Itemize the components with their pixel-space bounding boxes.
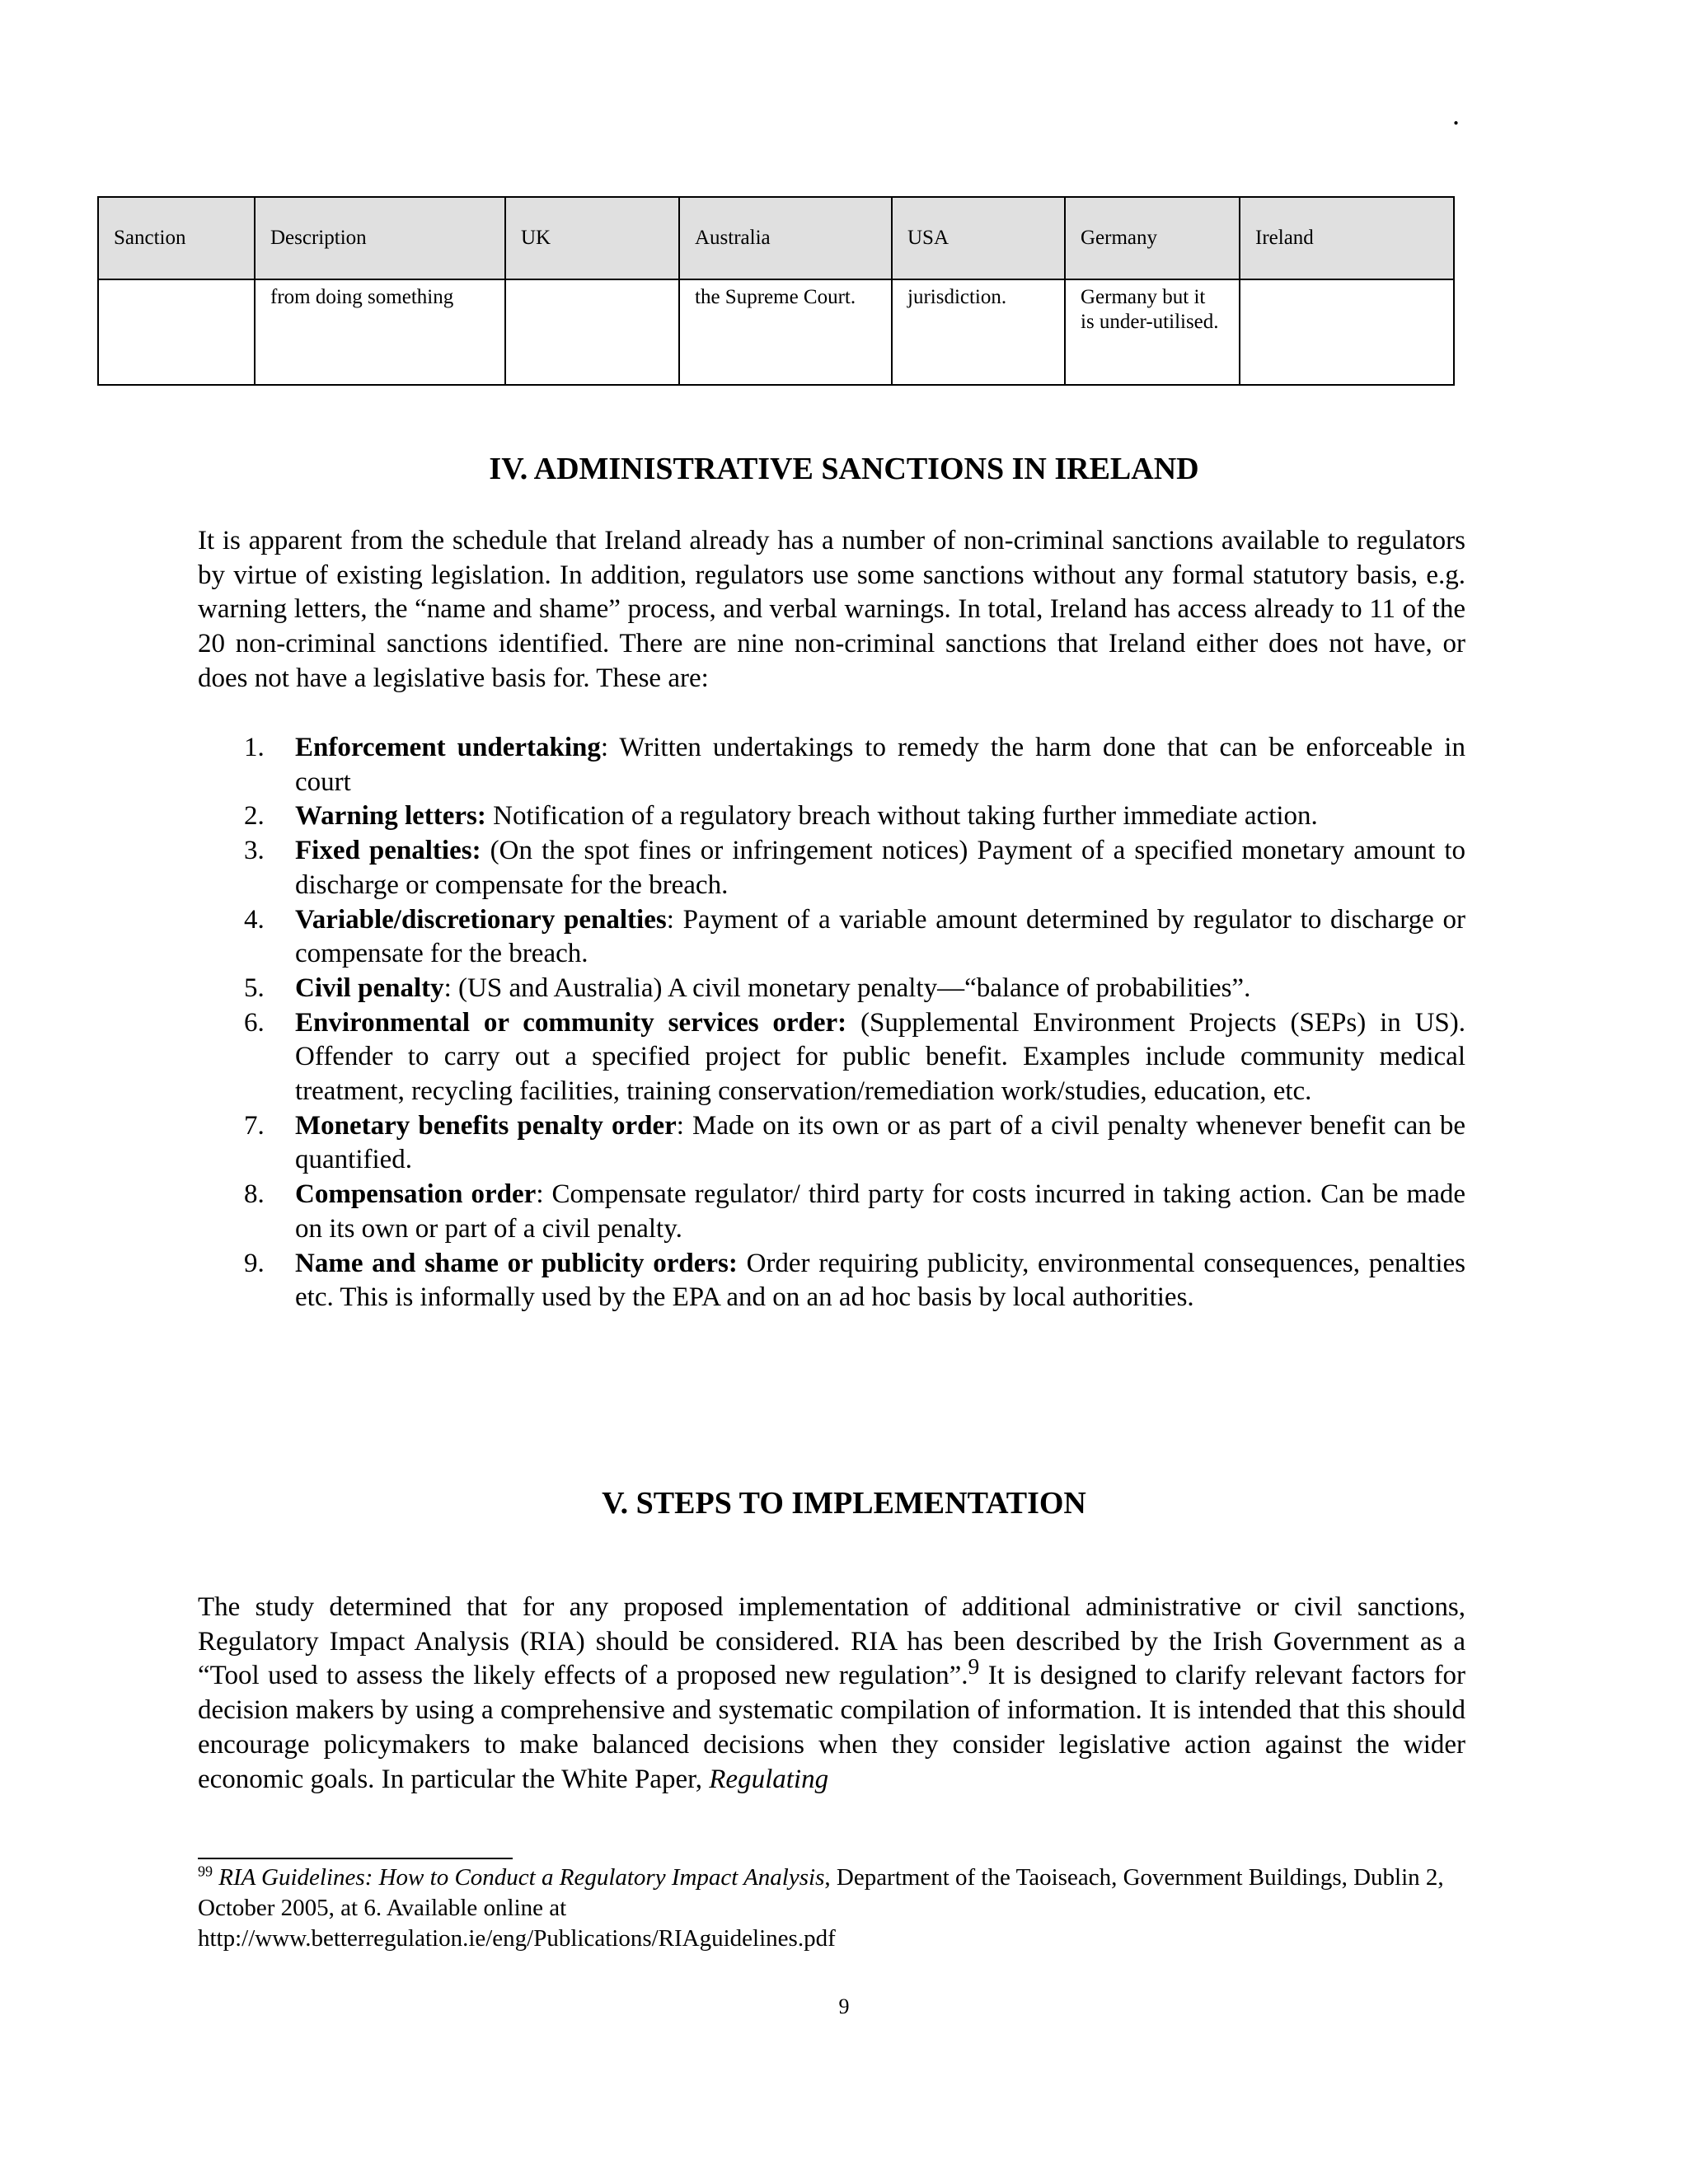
page-number: 9 (838, 1994, 850, 2018)
list-item: 4. Variable/discretionary penalties: Payment of a variable amount determined by regulator to discharge or compensate for the breach. (244, 904, 1465, 969)
list-item: 3. Fixed penalties: (On the spot fines or infringement notices) Payment of a specified monetary amount to discharge or compensate for the breach. (244, 836, 1465, 900)
header-ireland: Ireland (1240, 197, 1454, 279)
list-item: 9. Name and shame or publicity orders: Order requiring publicity, environmental consequences, penalties etc. This is informally used by the EPA and on an ad hoc basis by local authorities. (244, 1248, 1465, 1313)
section-4-intro: It is apparent from the schedule that Ireland already has a number of non-criminal sanctions available to regulators by virtue of existing legislation. In addition, regulators use some sanctions without any formal statutory basis, e.g. warning letters, the “name and shame” process, and verbal warnings. In total, Ireland has access already to 11 of the 20 non-criminal sanctions identified. There are nine non-criminal sanctions that Ireland either does not have, or does not have a legislative basis for. These are: (198, 526, 1465, 693)
list-item: 1. Enforcement undertaking: Written undertakings to remedy the harm done that can be enforceable in court (244, 733, 1465, 797)
cell-uk (505, 279, 679, 385)
table-row (98, 279, 1454, 385)
footnote: $^{99}$ RIA Guidelines: How to Conduct a Regulatory Impact Analysis, Department of the Taoiseach, Government Buildings, Dublin 2, October 2005, at 6. Available online at http://www.betterregulation.ie/eng/Publications/RIAguidelines.pdf (198, 1863, 1444, 1952)
cell-australia: the Supreme Court. (679, 279, 892, 385)
list-item: 6. Environmental or community services order: (Supplemental Environment Projects (SEPs) in US). Offender to carry out a specified project for public benefit. Examples include community medical treatment, recycling facilities, training conservation/remediation work/studies, education, etc. (244, 1007, 1465, 1107)
sanctions-table (97, 196, 1455, 386)
list-item: 2. Warning letters: Notification of a regulatory breach without taking further immediate action. (244, 801, 1318, 832)
footnote-separator (198, 1858, 513, 1859)
cell-germany: Germany but it is under-utilised. (1065, 279, 1240, 385)
section-4-heading: IV. ADMINISTRATIVE SANCTIONS IN IRELAND (489, 452, 1199, 486)
table-header-row (98, 197, 1454, 279)
footnote-url[interactable]: http://www.betterregulation.ie/eng/Publications/RIAguidelines.pdf (198, 1925, 836, 1952)
sanctions-table-continuation (97, 196, 1453, 386)
cell-usa: jurisdiction. (892, 279, 1065, 385)
corner-mark: . (1452, 98, 1460, 131)
header-usa: USA (892, 197, 1065, 279)
section-5-heading: V. STEPS TO IMPLEMENTATION (602, 1486, 1086, 1521)
list-item: 8. Compensation order: Compensate regulator/ third party for costs incurred in taking action. Can be made on its own or part of a civil penalty. (244, 1179, 1465, 1244)
list-item: 7. Monetary benefits penalty order: Made on its own or as part of a civil penalty whenever benefit can be quantified. (244, 1110, 1466, 1175)
header-sanction: Sanction (98, 197, 255, 279)
section-5-paragraph: The study determined that for any proposed implementation of additional administrative or civil sanctions, Regulatory Impact Analysis (RIA) should be considered. RIA has been described by the Irish Government as a “Tool used to assess the likely effects of a proposed new regulation”.$^9$ It is designed to clarify relevant factors for decision makers by using a comprehensive and systematic compilation of information. It is intended that this should encourage policymakers to make balanced decisions when they consider legislative action against the wider economic goals. In particular the White Paper, Regulating (198, 1592, 1465, 1794)
cell-sanction (98, 279, 255, 385)
header-australia: Australia (679, 197, 892, 279)
header-uk: UK (505, 197, 679, 279)
missing-sanctions-list (198, 731, 1465, 1315)
cell-ireland (1240, 279, 1454, 385)
cell-description: from doing something (255, 279, 505, 385)
footnote-marker: 99 (198, 1863, 213, 1880)
list-item: 5. Civil penalty: (US and Australia) A civil monetary penalty—“balance of probabilities”. (244, 972, 1251, 1003)
header-germany: Germany (1065, 197, 1240, 279)
header-description: Description (255, 197, 505, 279)
footnote-reference[interactable]: 9 (968, 1653, 980, 1680)
